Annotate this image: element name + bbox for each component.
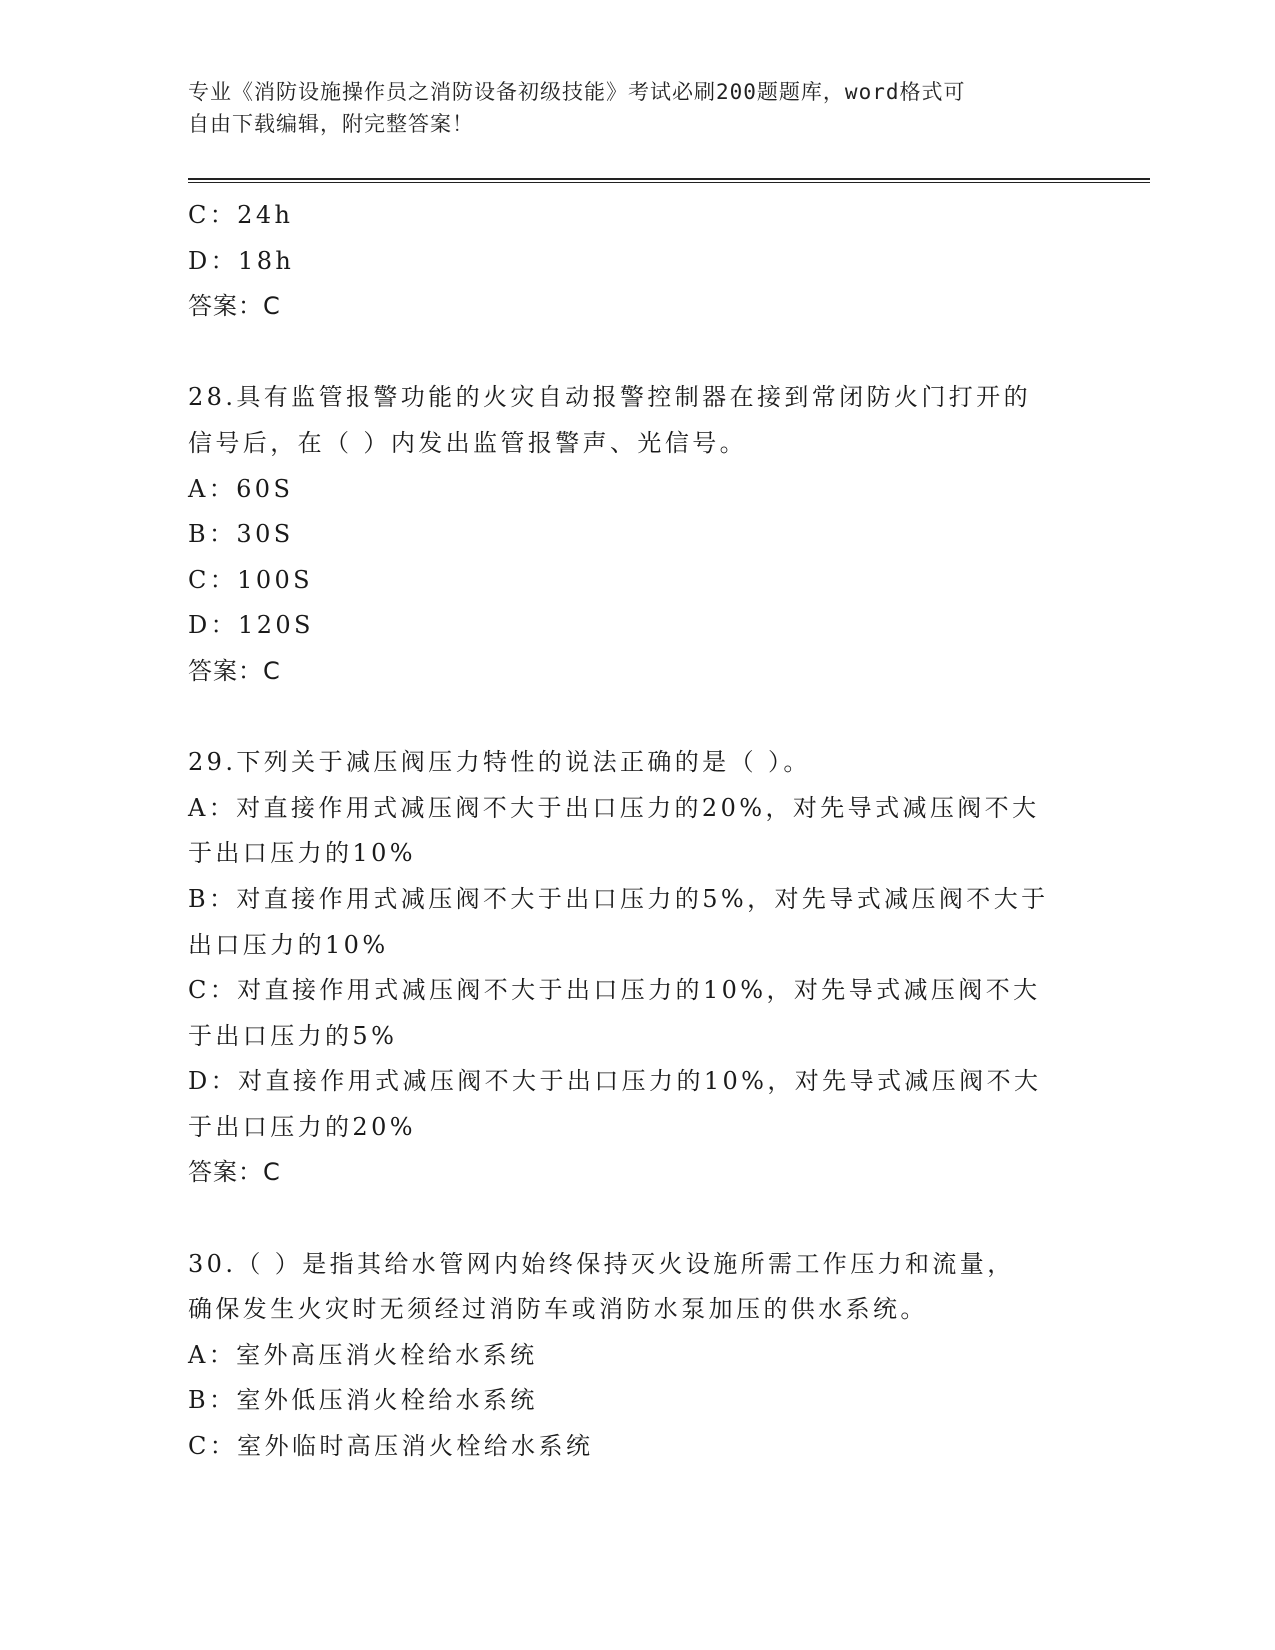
option-d: D：18h: [188, 246, 295, 275]
option-b-line-1: B：对直接作用式减压阀不大于出口压力的5%，对先导式减压阀不大于: [188, 884, 1049, 913]
question-content: [188, 193, 1088, 1470]
header-divider: [188, 178, 1150, 183]
question-stem-line-1: 30.（ ）是指其给水管网内始终保持灭火设施所需工作压力和流量，: [188, 1249, 1015, 1278]
question-stem-line-1: 28.具有监管报警功能的火灾自动报警控制器在接到常闭防火门打开的: [188, 383, 1031, 412]
option-a: A：室外高压消火栓给水系统: [188, 1340, 538, 1369]
option-d-line-2: 于出口压力的20%: [188, 1112, 416, 1141]
option-d-line-1: D：对直接作用式减压阀不大于出口压力的10%，对先导式减压阀不大: [188, 1067, 1042, 1096]
answer-line: 答案：C: [188, 1158, 281, 1187]
question-27-tail: [188, 193, 1088, 330]
question-28: [188, 375, 1088, 694]
option-c-line-1: C：对直接作用式减压阀不大于出口压力的10%，对先导式减压阀不大: [188, 976, 1041, 1005]
question-stem-line-2: 确保发生火灾时无须经过消防车或消防水泵加压的供水系统。: [188, 1295, 928, 1324]
option-b: B：30S: [188, 520, 294, 549]
option-d: D：120S: [188, 611, 314, 640]
option-c: C：100S: [188, 565, 314, 594]
answer-line: 答案：C: [188, 656, 281, 685]
question-30: [188, 1242, 1088, 1470]
option-c: C：24h: [188, 201, 294, 229]
option-a: A：60S: [188, 474, 294, 503]
spacer: [188, 1196, 1088, 1242]
question-stem-line-2: 信号后，在（ ）内发出监管报警声、光信号。: [188, 428, 748, 457]
spacer: [188, 330, 1088, 376]
option-c-line-2: 于出口压力的5%: [188, 1021, 398, 1050]
header-title-line-2: 自由下载编辑，附完整答案！: [188, 112, 474, 136]
page-header: [188, 76, 1068, 140]
question-29: [188, 740, 1088, 1196]
option-a-line-1: A：对直接作用式减压阀不大于出口压力的20%，对先导式减压阀不大: [188, 793, 1040, 822]
option-b-line-2: 出口压力的10%: [188, 930, 389, 959]
option-c: C：室外临时高压消火栓给水系统: [188, 1432, 594, 1461]
answer-line: 答案：C: [188, 292, 281, 321]
question-stem: 29.下列关于减压阀压力特性的说法正确的是（ ）。: [188, 748, 811, 777]
option-b: B：室外低压消火栓给水系统: [188, 1386, 538, 1415]
spacer: [188, 695, 1088, 741]
header-title-line-1: 专业《消防设施操作员之消防设备初级技能》考试必刷200题题库，word格式可: [188, 80, 966, 104]
option-a-line-2: 于出口压力的10%: [188, 839, 416, 868]
